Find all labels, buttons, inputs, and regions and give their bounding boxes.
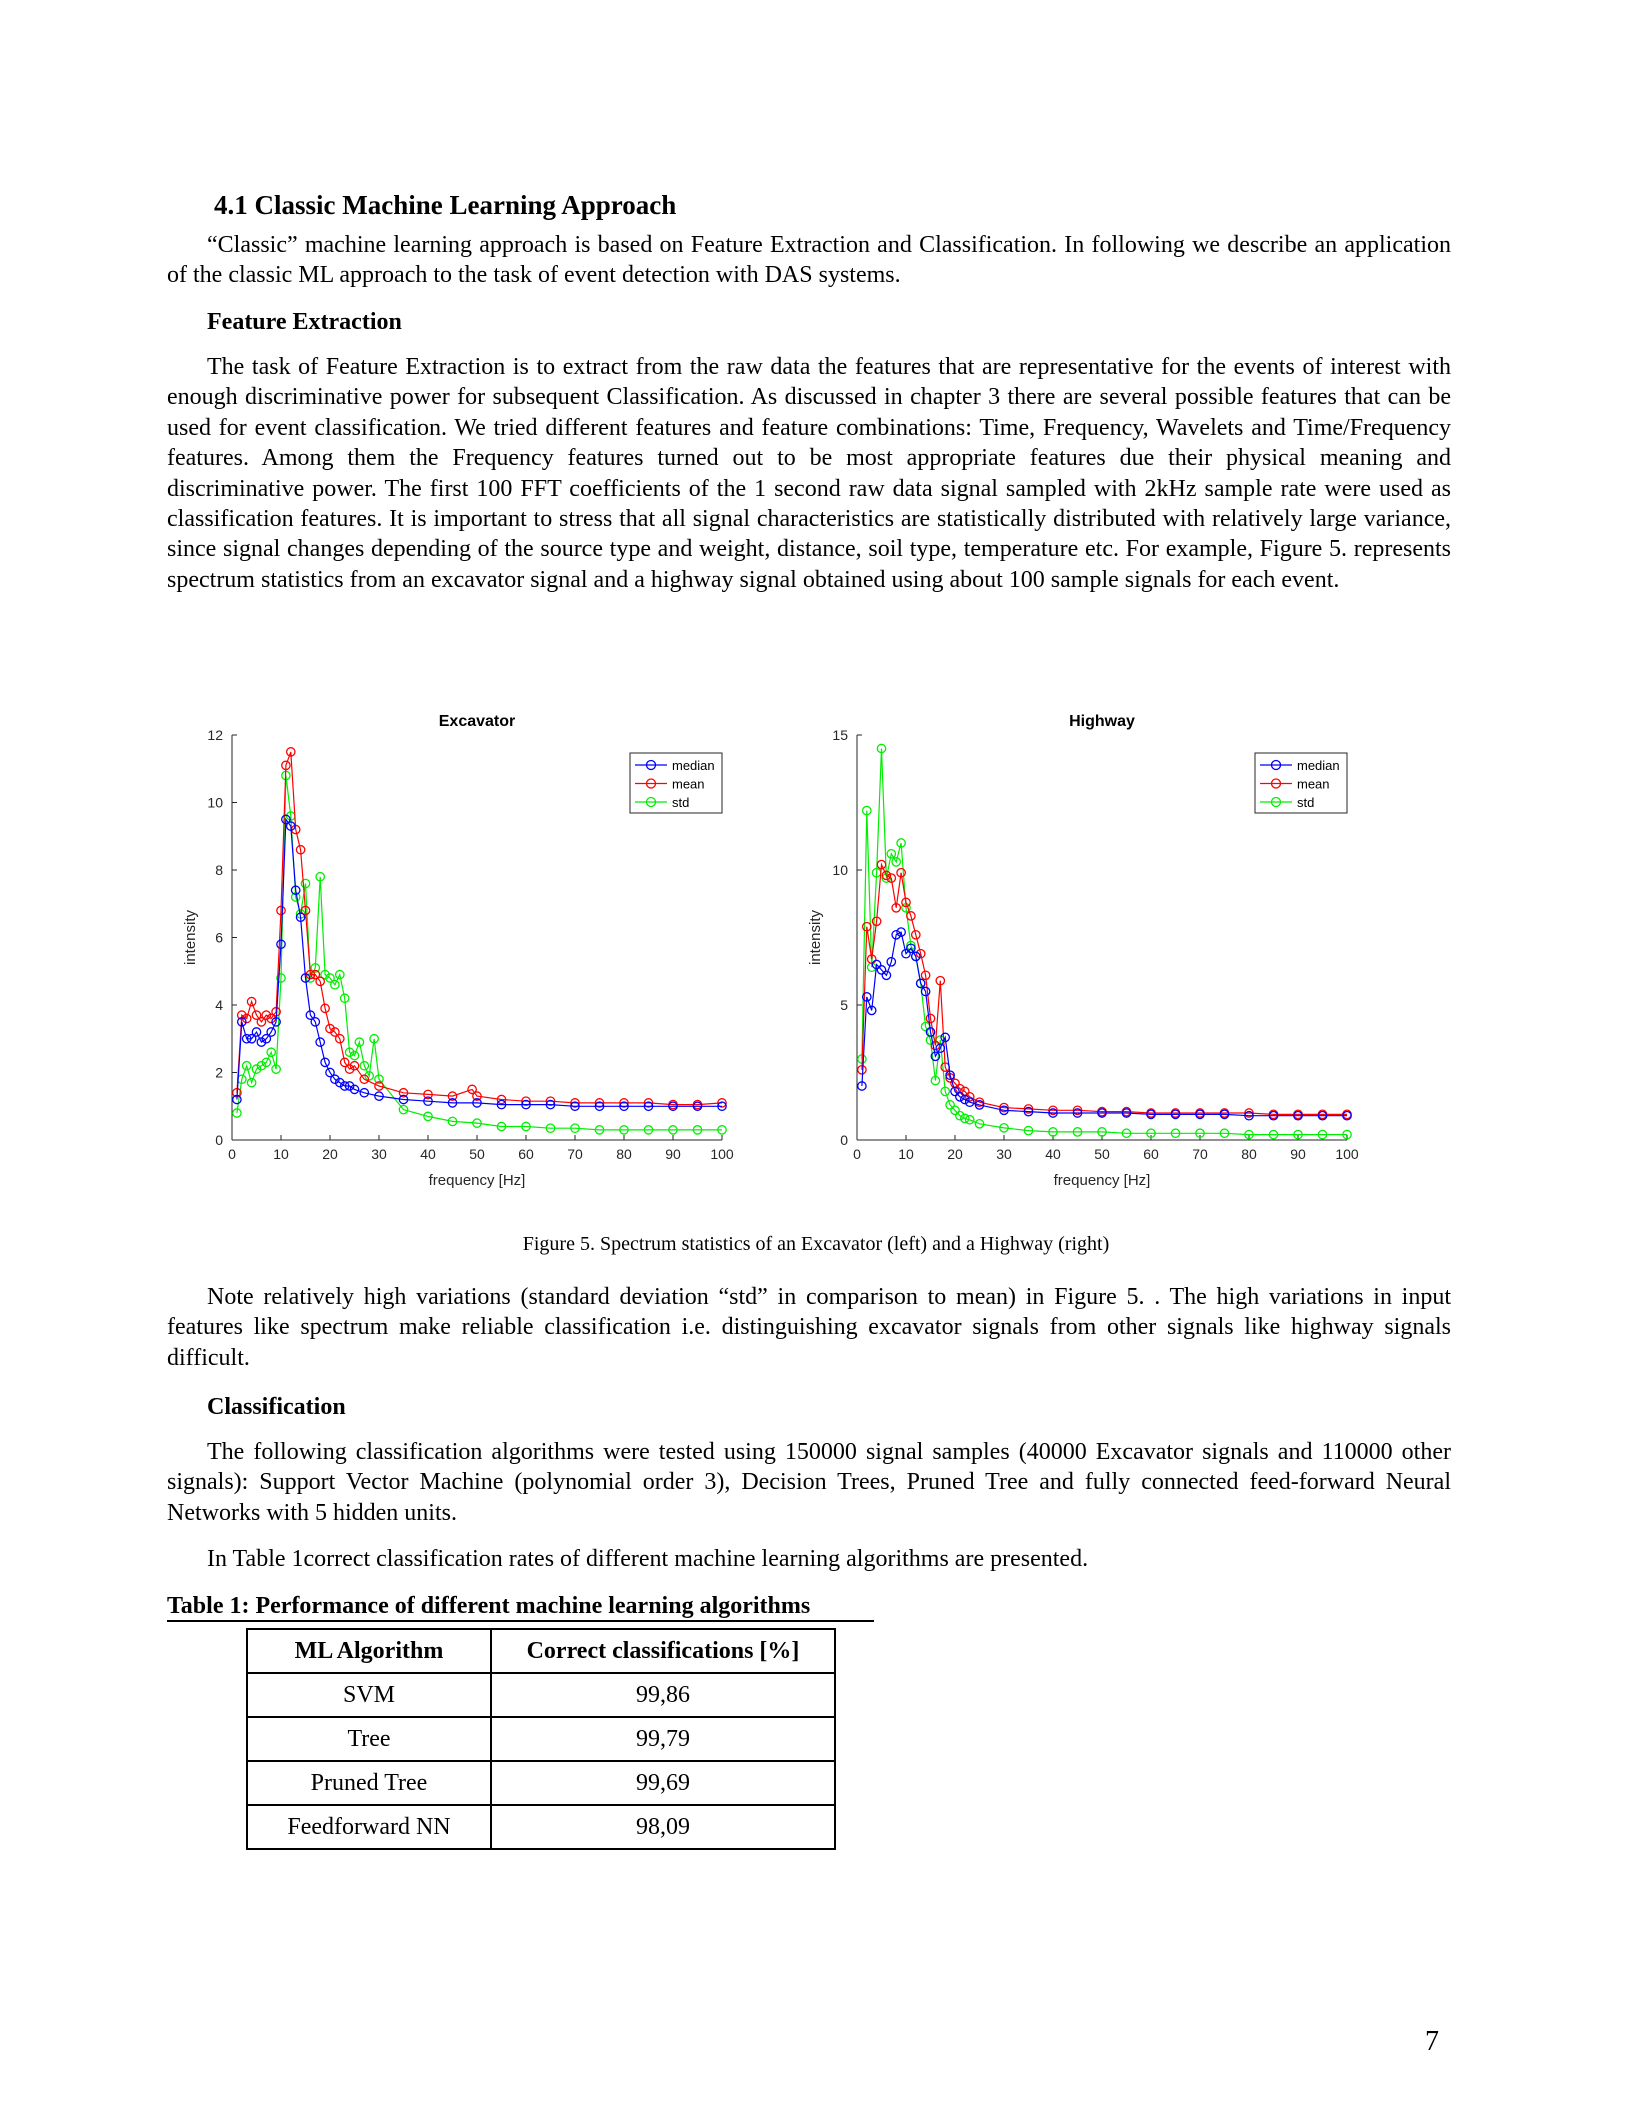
y-axis-label: intensity: [807, 909, 824, 966]
x-tick-label: 40: [420, 1146, 436, 1162]
y-tick-label: 12: [207, 727, 223, 743]
x-tick-label: 50: [469, 1146, 485, 1162]
x-tick-label: 0: [853, 1146, 861, 1162]
table-cell-algorithm: SVM: [247, 1673, 491, 1717]
table-cell-algorithm: Tree: [247, 1717, 491, 1761]
y-tick-label: 6: [215, 929, 223, 946]
y-tick-label: 0: [840, 1132, 848, 1148]
highway-chart: [805, 705, 1375, 1195]
x-tick-label: 60: [518, 1146, 534, 1162]
x-tick-label: 30: [371, 1146, 387, 1162]
table-row: [247, 1673, 835, 1717]
x-tick-label: 0: [228, 1146, 236, 1162]
x-tick-label: 30: [996, 1146, 1012, 1162]
table-header-correct: Correct classifications [%]: [491, 1629, 835, 1673]
table-cell-correct: 99,86: [491, 1673, 835, 1717]
table-cell-correct: 99,69: [491, 1761, 835, 1805]
x-tick-label: 20: [947, 1146, 963, 1162]
feature-extraction-heading: Feature Extraction: [207, 309, 402, 335]
y-axis-label: intensity: [182, 909, 199, 966]
y-tick-label: 2: [215, 1064, 223, 1081]
section-heading: 4.1 Classic Machine Learning Approach: [214, 190, 677, 220]
x-axis-label: frequency [Hz]: [428, 1172, 526, 1189]
x-tick-label: 80: [1241, 1146, 1257, 1162]
legend-label-std: std: [672, 795, 690, 810]
results-table: [246, 1628, 836, 1850]
figure-caption: Figure 5. Spectrum statistics of an Excavator (left) and a Highway (right): [522, 1233, 1110, 1255]
classification-heading: Classification: [207, 1394, 346, 1420]
series-line-median: [862, 932, 1347, 1116]
y-tick-label: 8: [215, 862, 223, 878]
legend-label-std: std: [1297, 795, 1315, 810]
table-cell-correct: 99,79: [491, 1717, 835, 1761]
table-header-algorithm: ML Algorithm: [247, 1629, 491, 1673]
table-row: [247, 1717, 835, 1761]
y-tick-label: 5: [840, 997, 848, 1013]
table-cell-algorithm: Feedforward NN: [247, 1805, 491, 1849]
page-number: 7: [1425, 2026, 1439, 2057]
x-tick-label: 10: [898, 1146, 914, 1162]
intro-paragraph: [167, 230, 1451, 291]
classification-paragraph-2: [167, 1544, 1451, 1574]
legend-label-mean: mean: [1297, 776, 1330, 792]
x-tick-label: 70: [567, 1146, 583, 1162]
y-tick-label: 0: [215, 1132, 223, 1148]
table-row: [247, 1805, 835, 1849]
x-tick-label: 90: [1290, 1146, 1306, 1162]
table-row: [247, 1761, 835, 1805]
classification-paragraph-1: [167, 1437, 1451, 1528]
table-title-underline: [167, 1620, 874, 1622]
chart-title: Highway: [1069, 713, 1135, 730]
table-cell-correct: 98,09: [491, 1805, 835, 1849]
x-tick-label: 60: [1143, 1146, 1159, 1162]
table-title: Table 1: Performance of different machine learning algorithms: [167, 1593, 811, 1619]
x-tick-label: 20: [322, 1146, 338, 1162]
series-line-std: [237, 776, 722, 1130]
x-tick-label: 40: [1045, 1146, 1061, 1162]
x-tick-label: 100: [710, 1146, 734, 1162]
feature-extraction-paragraph: [167, 352, 1451, 595]
feature-extraction-text: The task of Feature Extraction is to extract from the raw data the features that are representative for the events of interest with enough discriminative power for subsequent Classification. As discussed in chapter 3 there are several possible features that can be used for event classification. We tried different features and feature combinations: Time, Frequency, Wavelets and Time/Frequency features. Among them the Frequency features turned out to be most appropriate features due their physical meaning and discriminative power. The first 100 FFT coefficients of the 1 second raw data signal sampled with 2kHz sample rate were used as classification features. It is important to stress that all signal characteristics are statistically distributed with relatively large variance, since signal changes depending of the source type and weight, distance, soil type, temperature etc. For example, Figure 5. represents spectrum statistics from an excavator signal and a highway signal obtained using about 100 sample signals for each event.: [167, 354, 1451, 593]
x-axis-label: frequency [Hz]: [1053, 1172, 1151, 1189]
y-tick-label: 15: [832, 727, 848, 743]
classification-text-2: In Table 1correct classification rates of different machine learning algorithms are presented.: [207, 1546, 1089, 1572]
classification-text-1: The following classification algorithms were tested using 150000 signal samples (40000 Excavator signals and 110000 other signals): Support Vector Machine (polynomial order 3), Decision Trees, Pruned Tree and fully connected feed-forward Neural Networks with 5 hidden units.: [167, 1439, 1451, 1526]
table-header-row: [247, 1629, 835, 1673]
note-text: Note relatively high variations (standard deviation “std” in comparison to mean) in Figure 5. . The high variations in input features like spectrum make reliable classification i.e. distinguishing excavator signals from other signals like highway signals difficult.: [167, 1284, 1451, 1371]
excavator-chart: [180, 705, 750, 1195]
x-tick-label: 80: [616, 1146, 632, 1162]
legend-label-mean: mean: [672, 776, 705, 792]
y-tick-label: 4: [215, 997, 223, 1013]
x-tick-label: 70: [1192, 1146, 1208, 1162]
chart-title: Excavator: [438, 713, 516, 730]
legend-label-median: median: [1297, 758, 1340, 773]
note-paragraph: [167, 1282, 1451, 1373]
x-tick-label: 10: [273, 1146, 289, 1162]
y-tick-label: 10: [832, 862, 848, 878]
x-tick-label: 100: [1335, 1146, 1359, 1162]
intro-text: “Classic” machine learning approach is based on Feature Extraction and Classification. In following we describe an application of the classic ML approach to the task of event detection with DAS systems.: [167, 232, 1451, 289]
y-tick-label: 10: [207, 794, 223, 811]
table-cell-algorithm: Pruned Tree: [247, 1761, 491, 1805]
legend-label-median: median: [672, 758, 715, 773]
x-tick-label: 90: [665, 1146, 681, 1162]
x-tick-label: 50: [1094, 1146, 1110, 1162]
